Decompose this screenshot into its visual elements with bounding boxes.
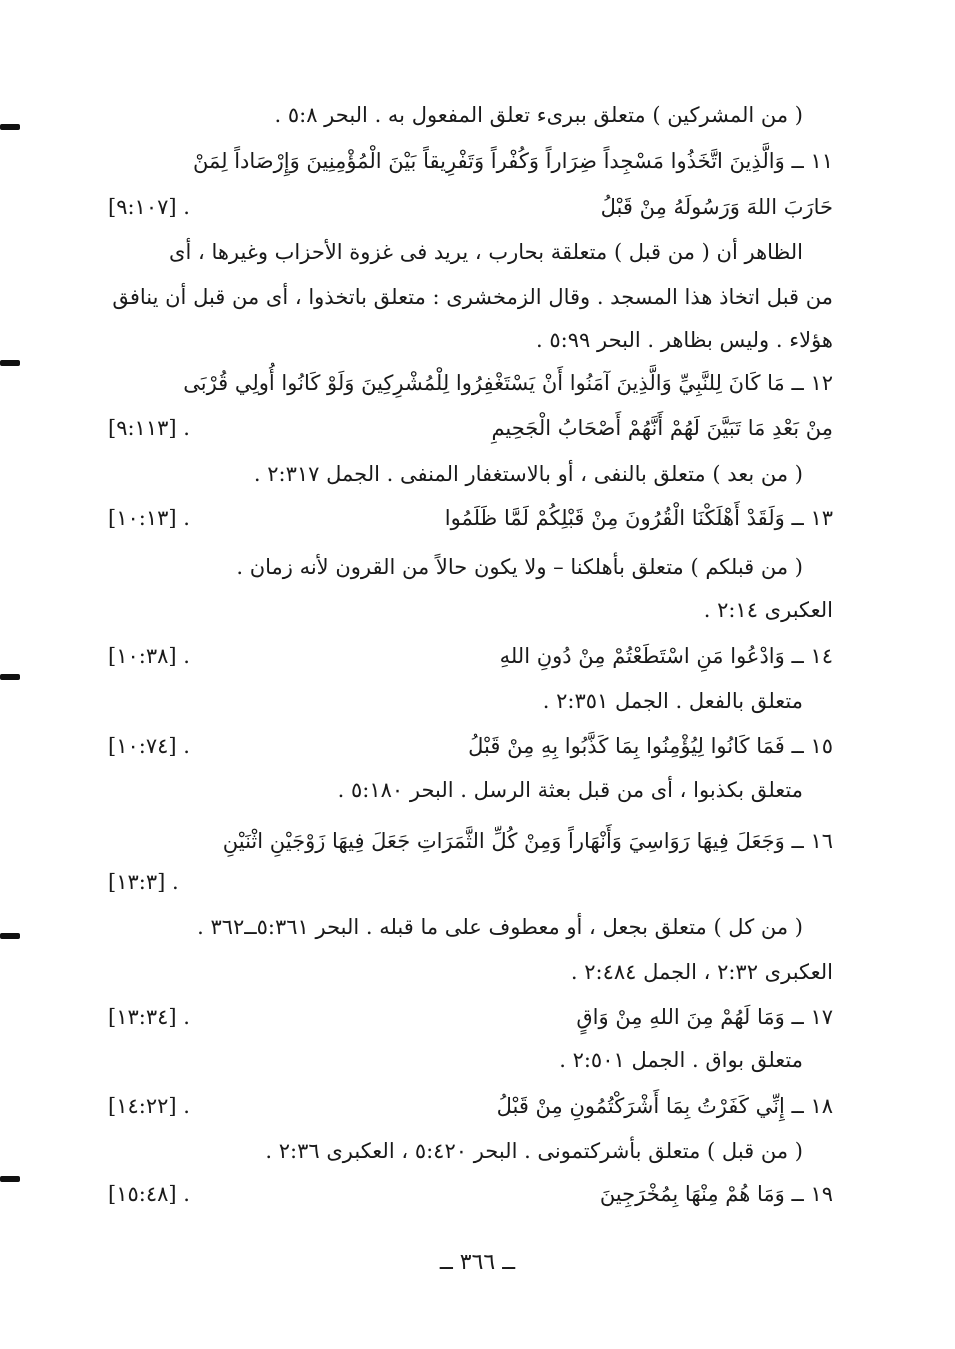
page-number: ــ ٣٦٦ ــ: [439, 1250, 516, 1275]
text-line: من قبل اتخاذ هذا المسجد . وقال الزمخشرى : متعلق باتخذوا ، أى من قبل أن ينافق: [112, 285, 833, 309]
text-line: ١٩ ــ وَمَا هُمْ مِنْهَا بِمُخْرَجِينَ: [599, 1182, 833, 1206]
verse-reference: [١٣:٣] .: [108, 870, 179, 894]
text-line: ١١ ــ وَالَّذِينَ اتَّخَذُوا مَسْجِداً ضِرَاراً وَكُفْراً وَتَفْرِيقاً بَيْنَ الْمُؤْمِنِينَ وَإِرْصَاداً لِمَنْ: [193, 149, 833, 173]
margin-mark: [0, 933, 20, 939]
text-line: هؤلاء . وليس بظاهر . البحر ٥:٩٩ .: [536, 328, 833, 352]
text-line: ١٥ ــ فَمَا كَانُوا لِيُؤْمِنُوا بِمَا كَذَّبُوا بِهِ مِنْ قَبْلُ: [468, 734, 833, 758]
text-line: مِنْ بَعْدِ مَا تَبَيَّنَ لَهُمْ أَنَّهُمْ أَصْحَابُ الْجَحِيمِ: [491, 416, 833, 440]
text-line: ( من قبل ) متعلق بأشركتمونى . البحر ٥:٤٢٠ ، العكبرى ٢:٣٦ .: [265, 1139, 803, 1163]
text-line: ١٧ ــ وَمَا لَهُمْ مِنَ اللهِ مِنْ وَاقٍ: [576, 1005, 833, 1029]
text-line: العكبرى ٢:٣٢ ، الجمل ٢:٤٨٤ .: [570, 960, 833, 984]
text-line: ١٣ ــ وَلَقَدْ أَهْلَكْنَا الْقُرُونَ مِنْ قَبْلِكُمْ لَمَّا ظَلَمُوا: [444, 506, 833, 530]
margin-mark: [0, 124, 20, 130]
verse-reference: [١٠:٧٤] .: [108, 734, 190, 758]
verse-reference: [٩:١٠٧] .: [108, 195, 190, 219]
margin-mark: [0, 674, 20, 680]
text-line: ١٤ ــ وَادْعُوا مَنِ اسْتَطَعْتُمْ مِنْ دُونِ اللهِ: [499, 644, 833, 668]
text-line: ( من بعد ) متعلق بالنفى ، أو بالاستغفار المنفى . الجمل ٢:٣١٧ .: [253, 462, 803, 486]
text-line: حَارَبَ اللهَ وَرَسُولَهُ مِنْ قَبْلُ: [600, 195, 833, 219]
text-line: ١٢ ــ مَا كَانَ لِلنَّبِيِّ وَالَّذِينَ آمَنُوا أَنْ يَسْتَغْفِرُوا لِلْمُشْرِكِينَ وَلَوْ كَانُوا أُولِي قُرْبَى: [183, 371, 833, 395]
text-line: متعلق بالفعل . الجمل ٢:٣٥١ .: [542, 689, 803, 713]
text-line: ( من قبلكم ) متعلق بأهلكنا – ولا يكون حالاً من القرون لأنه زمان .: [236, 555, 803, 579]
verse-reference: [٩:١١٣] .: [108, 416, 190, 440]
verse-reference: [١٥:٤٨] .: [108, 1182, 190, 1206]
text-line: ( من كل ) متعلق بجعل ، أو معطوف على ما قبله . البحر ٥:٣٦١ــ٣٦٢ .: [197, 915, 803, 939]
text-line: متعلق بكذبوا ، أى من قبل بعثة الرسل . البحر ٥:١٨٠ .: [337, 778, 803, 802]
text-line: الظاهر أن ( من قبل ) متعلقة بحارب ، يريد فى غزوة الأحزاب وغيرها ، أى: [169, 240, 803, 264]
text-line: ١٨ ــ إِنِّي كَفَرْتُ بِمَا أَشْرَكْتُمُونِ مِنْ قَبْلُ: [496, 1094, 833, 1118]
margin-mark: [0, 1176, 20, 1182]
verse-reference: [١٠:٣٨] .: [108, 644, 190, 668]
text-line: العكبرى ٢:١٤ .: [703, 598, 833, 622]
text-line: متعلق بواق . الجمل ٢:٥٠١ .: [559, 1048, 803, 1072]
text-line: ١٦ ــ وَجَعَلَ فِيهَا رَوَاسِيَ وَأَنْهَاراً وَمِنْ كُلِّ الثَّمَرَاتِ جَعَلَ فِيهَا زَوْجَيْنِ اثْنَيْنِ: [222, 829, 833, 853]
margin-mark: [0, 360, 20, 366]
verse-reference: [١٣:٣٤] .: [108, 1005, 190, 1029]
verse-reference: [١٠:١٣] .: [108, 506, 190, 530]
verse-reference: [١٤:٢٢] .: [108, 1094, 190, 1118]
text-line: ( من المشركين ) متعلق ببرىء تعلق المفعول به . البحر ٥:٨ .: [274, 103, 803, 127]
